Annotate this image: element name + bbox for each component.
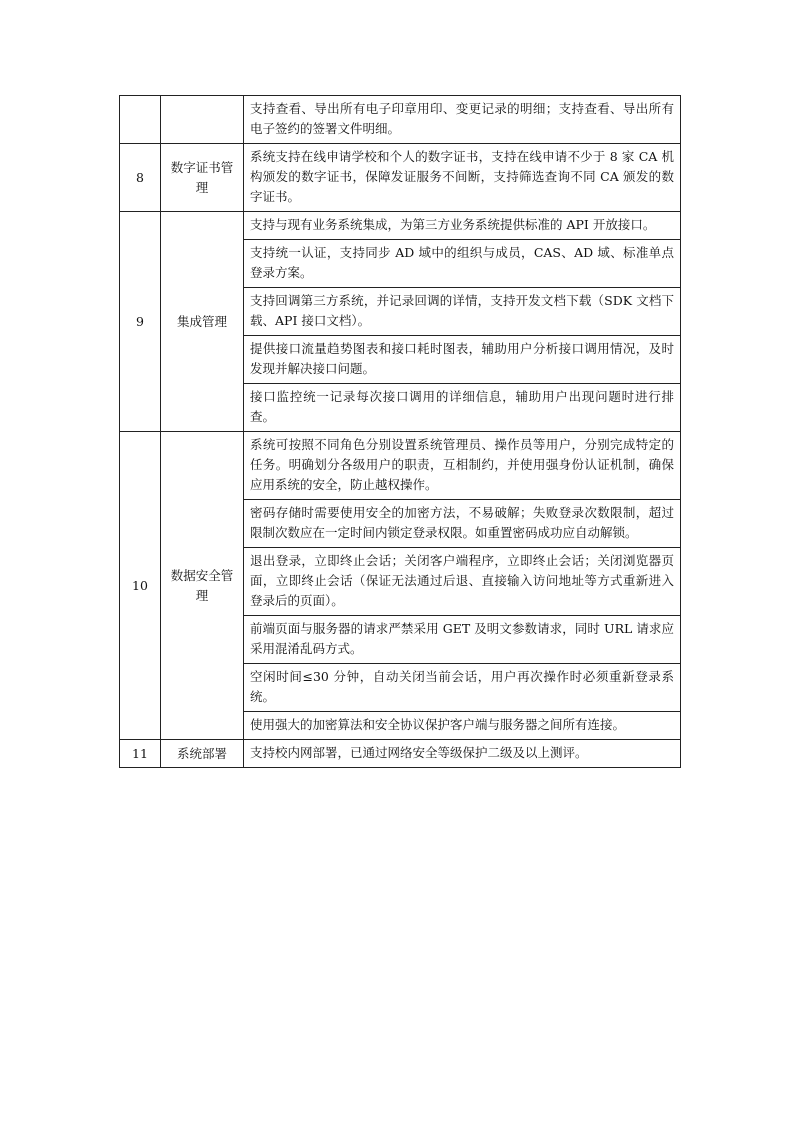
requirement-description-cell: 支持校内网部署，已通过网络安全等级保护二级及以上测评。 — [244, 740, 681, 768]
table-row — [120, 96, 681, 144]
requirement-description-cell: 空闲时间≤30 分钟，自动关闭当前会话，用户再次操作时必须重新登录系统。 — [244, 664, 681, 712]
item-number-cell — [120, 96, 161, 144]
requirement-description-cell: 退出登录，立即终止会话；关闭客户端程序，立即终止会话；关闭浏览器页面，立即终止会话（保证无法通过后退、直接输入访问地址等方式重新进入登录后的页面）。 — [244, 548, 681, 616]
item-number-cell: 9 — [120, 212, 161, 432]
requirements-table — [119, 95, 681, 768]
item-number-cell: 10 — [120, 432, 161, 740]
table-row — [120, 212, 681, 240]
module-name-cell: 系统部署 — [161, 740, 244, 768]
requirement-description-cell: 使用强大的加密算法和安全协议保护客户端与服务器之间所有连接。 — [244, 712, 681, 740]
requirement-description-cell: 系统支持在线申请学校和个人的数字证书，支持在线申请不少于 8 家 CA 机构颁发的数字证书，保障发证服务不间断，支持筛选查询不同 CA 颁发的数字证书。 — [244, 144, 681, 212]
requirement-description-cell: 支持查看、导出所有电子印章用印、变更记录的明细；支持查看、导出所有电子签约的签署文件明细。 — [244, 96, 681, 144]
requirement-description-cell: 提供接口流量趋势图表和接口耗时图表，辅助用户分析接口调用情况，及时发现并解决接口问题。 — [244, 336, 681, 384]
table-row — [120, 432, 681, 500]
requirement-description-cell: 系统可按照不同角色分别设置系统管理员、操作员等用户，分别完成特定的任务。明确划分各级用户的职责，互相制约，并使用强身份认证机制，确保应用系统的安全，防止越权操作。 — [244, 432, 681, 500]
module-name-cell — [161, 96, 244, 144]
item-number-cell: 11 — [120, 740, 161, 768]
requirements-table-body — [120, 96, 681, 768]
table-row — [120, 740, 681, 768]
requirement-description-cell: 密码存储时需要使用安全的加密方法，不易破解；失败登录次数限制，超过限制次数应在一定时间内锁定登录权限。如重置密码成功应自动解锁。 — [244, 500, 681, 548]
item-number-cell: 8 — [120, 144, 161, 212]
module-name-cell: 集成管理 — [161, 212, 244, 432]
requirement-description-cell: 前端页面与服务器的请求严禁采用 GET 及明文参数请求，同时 URL 请求应采用混淆乱码方式。 — [244, 616, 681, 664]
requirement-description-cell: 支持统一认证，支持同步 AD 域中的组织与成员，CAS、AD 域、标准单点登录方案。 — [244, 240, 681, 288]
module-name-cell: 数据安全管理 — [161, 432, 244, 740]
table-row — [120, 144, 681, 212]
requirement-description-cell: 接口监控统一记录每次接口调用的详细信息，辅助用户出现问题时进行排查。 — [244, 384, 681, 432]
requirement-description-cell: 支持与现有业务系统集成，为第三方业务系统提供标准的 API 开放接口。 — [244, 212, 681, 240]
module-name-cell: 数字证书管理 — [161, 144, 244, 212]
requirement-description-cell: 支持回调第三方系统，并记录回调的详情，支持开发文档下载（SDK 文档下载、API 接口文档）。 — [244, 288, 681, 336]
